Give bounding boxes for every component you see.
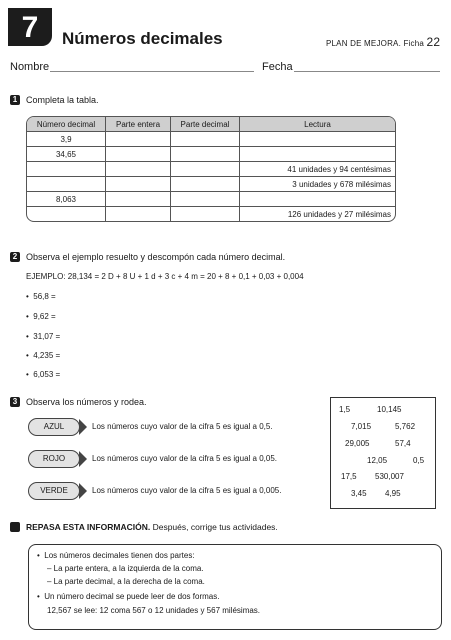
card-number[interactable]: 12,05 <box>367 456 388 465</box>
exercise-2-instruction: Observa el ejemplo resuelto y descompón cada número decimal. <box>26 252 286 262</box>
info-line: – La parte decimal, a la derecha de la coma. <box>47 577 205 586</box>
tag-description: Los números cuyo valor de la cifra 5 es igual a 0,05. <box>92 454 277 463</box>
table-cell[interactable] <box>240 132 396 147</box>
tag-arrow-icon <box>79 419 87 435</box>
table-cell[interactable] <box>171 162 240 177</box>
table-cell: 41 unidades y 94 centésimas <box>240 162 396 177</box>
info-line: – La parte entera, a la izquierda de la coma. <box>47 564 204 573</box>
info-line: • Los números decimales tienen dos partes: <box>37 551 195 560</box>
card-number[interactable]: 530,007 <box>375 472 404 481</box>
number-card <box>330 397 436 509</box>
card-number[interactable]: 7,015 <box>351 422 372 431</box>
tag-description: Los números cuyo valor de la cifra 5 es igual a 0,005. <box>92 486 282 495</box>
color-tag-rojo: ROJO <box>28 450 80 468</box>
name-line[interactable] <box>50 71 254 72</box>
tag-arrow-icon <box>79 451 87 467</box>
tag-description: Los números cuyo valor de la cifra 5 es igual a 0,5. <box>92 422 273 431</box>
table-row <box>27 132 396 147</box>
table-cell[interactable] <box>106 207 171 222</box>
card-number[interactable]: 17,5 <box>341 472 357 481</box>
table-cell[interactable] <box>171 147 240 162</box>
page-title: Números decimales <box>62 29 223 48</box>
review-square-icon <box>10 522 20 532</box>
table-cell: 126 unidades y 27 milésimas <box>240 207 396 222</box>
table-cell[interactable] <box>106 192 171 207</box>
card-number[interactable]: 0,5 <box>413 456 425 465</box>
table-cell[interactable] <box>171 132 240 147</box>
color-tag-verde: VERDE <box>28 482 80 500</box>
table-cell[interactable] <box>106 177 171 192</box>
list-item: • 56,8 = <box>26 292 56 301</box>
table-cell[interactable] <box>27 177 106 192</box>
col-header: Número decimal <box>27 117 106 132</box>
list-item: • 9,62 = <box>26 312 56 321</box>
decompose-item: 31,07 = <box>33 332 61 341</box>
color-tag-azul: AZUL <box>28 418 80 436</box>
plan-text: PLAN DE MEJORA. Ficha <box>326 39 425 48</box>
example-text: EJEMPLO: 28,134 = 2 D + 8 U + 1 d + 3 c + 4 m = 20 + 8 + 0,1 + 0,03 + 0,004 <box>26 272 304 281</box>
table-cell[interactable] <box>171 192 240 207</box>
info-text: Un número decimal se puede leer de dos formas. <box>44 592 220 601</box>
info-line: 12,567 se lee: 12 coma 567 o 12 unidades y 567 milésimas. <box>47 606 261 615</box>
exercise-3-instruction: Observa los números y rodea. <box>26 397 147 407</box>
table-cell: 8,063 <box>27 192 106 207</box>
table-row <box>27 162 396 177</box>
tag-arrow-icon <box>79 483 87 499</box>
col-header: Lectura <box>240 117 396 132</box>
decimal-table <box>26 116 396 222</box>
info-box <box>28 544 442 630</box>
table-row <box>27 207 396 222</box>
table-cell: 34,65 <box>27 147 106 162</box>
name-label: Nombre <box>10 61 50 73</box>
card-number[interactable]: 10,145 <box>377 405 402 414</box>
table-cell[interactable] <box>27 207 106 222</box>
decompose-item: 4,235 = <box>33 351 61 360</box>
list-item: • 4,235 = <box>26 351 61 360</box>
table-row <box>27 177 396 192</box>
col-header: Parte entera <box>106 117 171 132</box>
review-heading-bold: REPASA ESTA INFORMACIÓN. <box>26 522 151 532</box>
table-cell[interactable] <box>171 177 240 192</box>
decompose-item: 9,62 = <box>33 312 56 321</box>
plan-label <box>326 35 440 49</box>
exercise-3-number: 3 <box>10 397 20 407</box>
card-number[interactable]: 3,45 <box>351 489 367 498</box>
exercise-2-number: 2 <box>10 252 20 262</box>
table-cell[interactable] <box>240 192 396 207</box>
col-header: Parte decimal <box>171 117 240 132</box>
table-cell[interactable] <box>106 162 171 177</box>
review-heading <box>26 522 278 532</box>
table-row <box>27 147 396 162</box>
decompose-item: 56,8 = <box>33 292 56 301</box>
table-row <box>27 192 396 207</box>
exercise-1-number: 1 <box>10 95 20 105</box>
decompose-item: 6,053 = <box>33 370 61 379</box>
date-line[interactable] <box>294 71 440 72</box>
ficha-number: 22 <box>426 35 441 49</box>
card-number[interactable]: 29,005 <box>345 439 370 448</box>
info-text: Los números decimales tienen dos partes: <box>44 551 195 560</box>
card-number[interactable]: 1,5 <box>339 405 351 414</box>
review-heading-rest: Después, corrige tus actividades. <box>152 522 278 532</box>
list-item: • 31,07 = <box>26 332 61 341</box>
date-label: Fecha <box>262 61 293 73</box>
table-cell[interactable] <box>106 147 171 162</box>
table-cell[interactable] <box>171 207 240 222</box>
table-cell: 3,9 <box>27 132 106 147</box>
table-cell: 3 unidades y 678 milésimas <box>240 177 396 192</box>
table-cell[interactable] <box>27 162 106 177</box>
info-line: • Un número decimal se puede leer de dos formas. <box>37 592 220 601</box>
card-number[interactable]: 57,4 <box>395 439 411 448</box>
unit-number-badge: 7 <box>8 8 52 46</box>
list-item: • 6,053 = <box>26 370 61 379</box>
exercise-1-instruction: Completa la tabla. <box>26 95 99 105</box>
table-cell[interactable] <box>240 147 396 162</box>
table-cell[interactable] <box>106 132 171 147</box>
card-number[interactable]: 5,762 <box>395 422 416 431</box>
card-number[interactable]: 4,95 <box>385 489 401 498</box>
